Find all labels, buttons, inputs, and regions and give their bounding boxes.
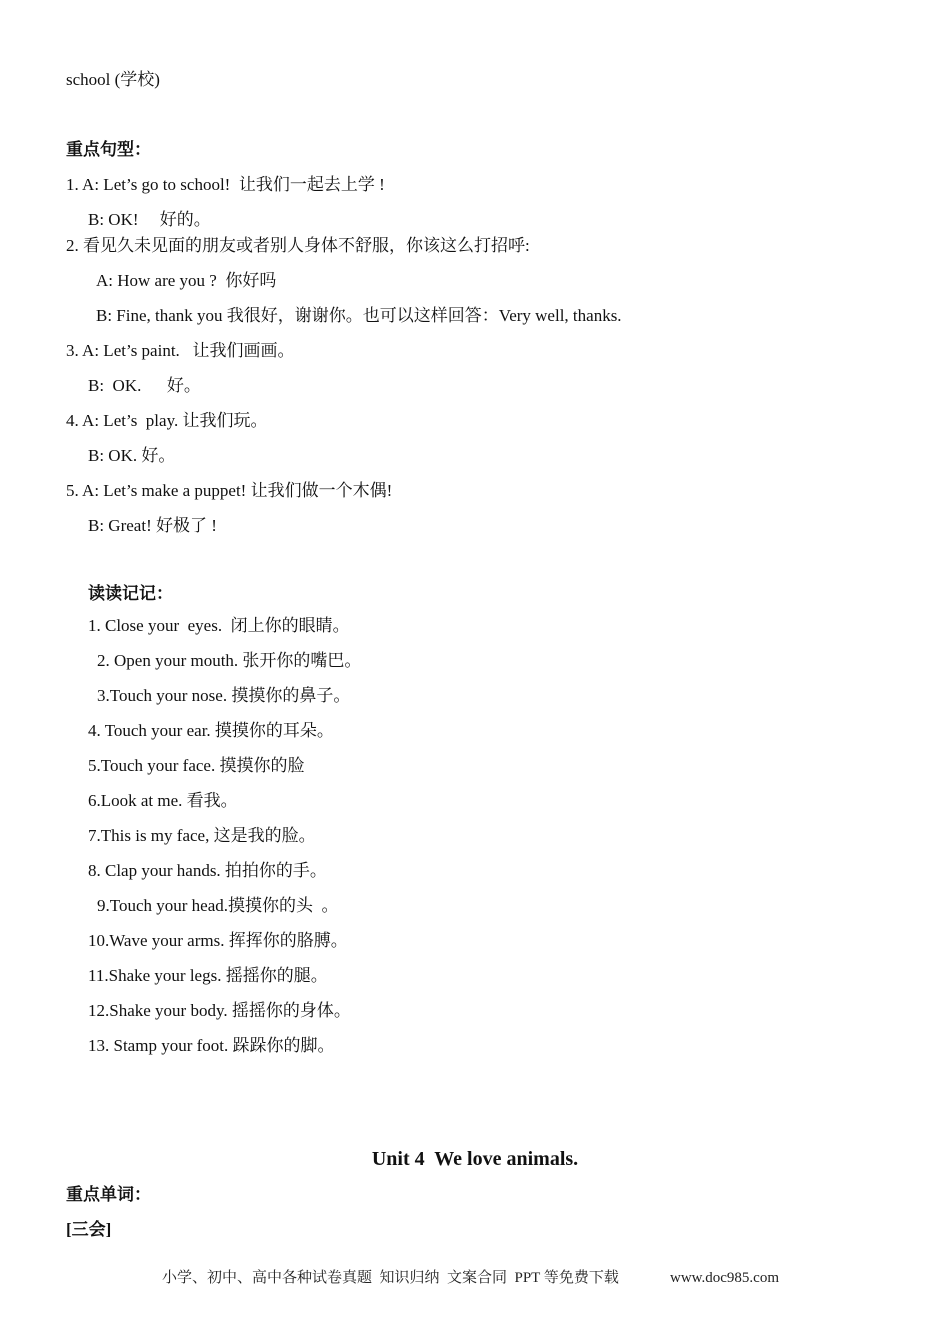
reading-item: 11.Shake your legs. 摇摇你的腿。 (88, 966, 328, 985)
sentence-line: B: OK. 好。 (88, 446, 176, 465)
reading-item: 2. Open your mouth. 张开你的嘴巴。 (97, 651, 362, 670)
reading-item: 10.Wave your arms. 挥挥你的胳膊。 (88, 931, 348, 950)
sentence-line: 4. A: Let’s play. 让我们玩。 (66, 411, 268, 430)
footer-text: 小学、初中、高中各种试卷真题 知识归纳 文案合同 PPT 等免费下载 (162, 1270, 619, 1286)
sentence-line: 2. 看见久未见面的朋友或者别人身体不舒服，你该这么打招呼: (66, 236, 530, 255)
words-heading: 重点单词： (66, 1185, 151, 1204)
reading-item: 9.Touch your head.摸摸你的头 。 (97, 896, 339, 915)
sentence-line: 3. A: Let’s paint. 让我们画画。 (66, 341, 295, 360)
footer-url[interactable]: www.doc985.com (670, 1270, 780, 1286)
sentence-line: B: Fine, thank you 我很好，谢谢你。也可以这样回答：Very well, thanks. (96, 306, 622, 325)
reading-item: 4. Touch your ear. 摸摸你的耳朵。 (88, 721, 334, 740)
reading-item: 13. Stamp your foot. 跺跺你的脚。 (88, 1036, 335, 1055)
sentence-line: 1. A: Let’s go to school! 让我们一起去上学 ! (66, 175, 385, 194)
reading-item: 7.This is my face, 这是我的脸。 (88, 826, 316, 845)
reading-item: 6.Look at me. 看我。 (88, 791, 238, 810)
sentence-heading: 重点句型： (66, 140, 151, 159)
reading-heading: 读读记记： (88, 584, 173, 603)
top-word: school (学校) (66, 70, 160, 89)
reading-item: 1. Close your eyes. 闭上你的眼睛。 (88, 616, 350, 635)
sentence-line: B: OK. 好。 (88, 376, 201, 395)
unit-title: Unit 4 We love animals. (371, 1148, 579, 1170)
reading-item: 8. Clap your hands. 拍拍你的手。 (88, 861, 327, 880)
sentence-line: 5. A: Let’s make a puppet! 让我们做一个木偶! (66, 481, 393, 500)
sentence-line: B: Great! 好极了 ! (88, 516, 217, 535)
level-label: [三会] (66, 1220, 112, 1239)
sentence-line: B: OK! 好的。 (88, 210, 211, 229)
sentence-line: A: How are you ? 你好吗 (96, 271, 277, 290)
reading-item: 12.Shake your body. 摇摇你的身体。 (88, 1001, 351, 1020)
reading-item: 5.Touch your face. 摸摸你的脸 (88, 756, 305, 775)
reading-item: 3.Touch your nose. 摸摸你的鼻子。 (97, 686, 351, 705)
